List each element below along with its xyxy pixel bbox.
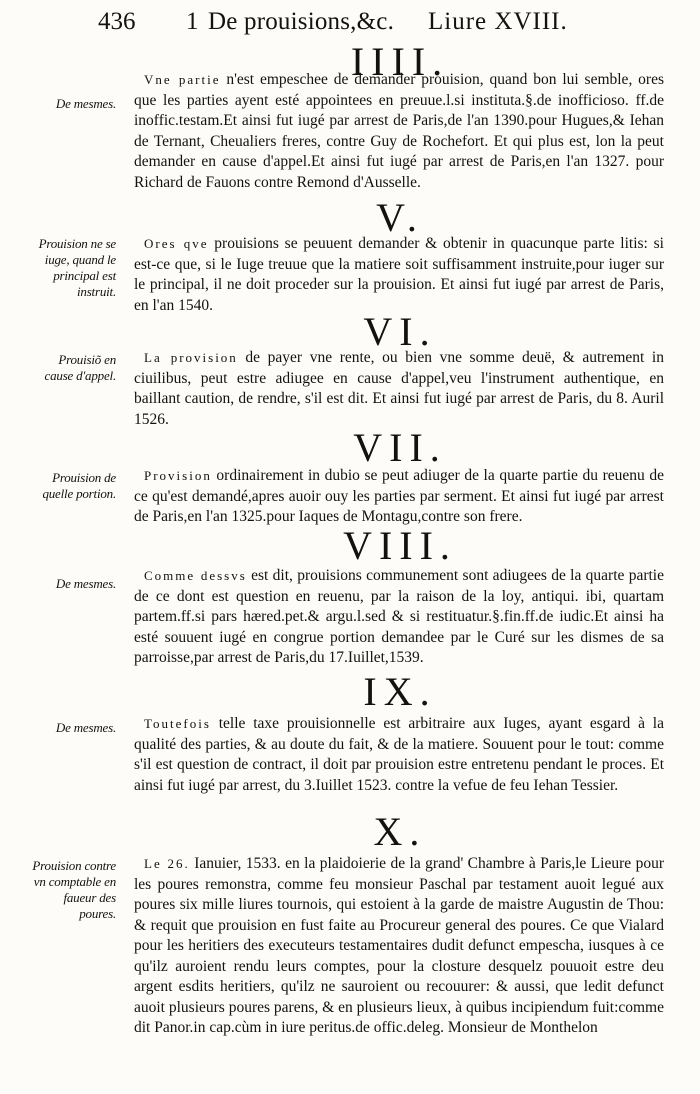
lead-words: Comme dessvs (144, 568, 247, 583)
lead-words: Toutefois (144, 716, 211, 731)
running-header (98, 6, 658, 38)
paragraph-text: est dit, prouisions communement sont adiugees de la quarte partie de ce dont est question en reuenu, par la raison de la loy, antiqui. ibi, quartam partem.ff.si pars hæred.pet.& argu.l.sed & si restituatur.§.fin.ff.de iudic.Et ainsi ha esté souuent iugé en congrue portion demandee par le Curé sur les dismes de sa parroisse,par arrest de Paris,du 17.Iuillet,1539. (134, 567, 664, 666)
paragraph-text: telle taxe prouisionnelle est arbitraire aux Iuges, ayant esgard à la qualité des parties, & au doute du fait, & de la matiere. Souuent pour le tout: comme s'il est question de contract, il doit par prouision estre entretenu pendant le proces. Et ainsi fut iugé par arrest, du 3.Iuillet 1523. contre la vefue de feu Iehan Tessier. (134, 715, 664, 794)
margin-note: Prouision de quelle portion. (42, 470, 116, 501)
lead-words: Provision (144, 468, 212, 483)
section-numeral: VII. (353, 425, 447, 470)
margin-note: De mesmes. (55, 96, 116, 111)
section-numeral: X. (373, 809, 427, 854)
section-paragraph (134, 234, 664, 316)
paragraph-text: Ianuier, 1533. en la plaidoierie de la grand' Chambre à Paris,le Lieure pour les poures remonstra, comme feu monsieur Paschal par testament auoit legué aux poures six mille liures tournois, qui estoient à la garde de maistre Augustin de Thou: & requit que prouision en fust faite au Procureur general des poures. Ce que Vialard pour les heritiers des executeurs testamentaires dudit defunct empescha, iusques à ce qu'ilz auroient rendu leurs comptes, pour la closture desquelz pouuoit estre deu argent esdits heritiers, qu'ilz ne sauroient ou recouurer: & aussi, que ledit defunct auoit plusieurs poures parens, & en plusieurs lieux, à quibus incipiendum fuit:comme dit Panor.in cap.cùm in iure peritus.de offic.deleg. Monsieur de Monthelon (134, 855, 665, 1036)
running-title: De prouisions,&c. (208, 8, 395, 35)
book-number: Liure XVIII. (428, 8, 568, 35)
page-number: 436 (98, 8, 136, 35)
section-paragraph (134, 70, 664, 193)
section-paragraph (134, 566, 664, 669)
margin-note: Prouisiõ en cause d'appel. (44, 352, 116, 383)
lead-words: Vne partie (144, 72, 221, 87)
lead-words: Le 26. (144, 856, 190, 871)
section-numeral: IX. (363, 669, 437, 714)
section-numeral: VI. (363, 309, 437, 354)
margin-note: De mesmes. (55, 576, 116, 591)
paragraph-text: ordinairement in dubio se peut adiuger de la quarte partie du reuenu de ce qu'est demandé,apres auoir ouy les parties par serment. Et ainsi fut iugé par arrest de Paris,en l'an 1325.pour Iaques de Montagu,contre son frere. (134, 467, 664, 525)
section-paragraph (134, 466, 664, 528)
section-paragraph (134, 854, 664, 1039)
section-paragraph (134, 348, 664, 430)
paragraph-text: n'est empeschee de demander prouision, quand bon lui semble, ores que les parties ayent esté appointees en preuue.l.si instituta.§.de inofficioso. ff.de inoffic.testam.Et ainsi fut iugé par arrest de Paris,de l'an 1390.pour Hugues,& Iehan de Ternant, Cheualiers freres, contre Guy de Rochefort. Et qui plus est, lon la peut demander en cause d'appel.Et ainsi fut iugé par arrest de Paris,en l'an 1327. pour Richard de Fauons contre Remond d'Ausselle. (134, 71, 664, 191)
lead-words: Ores qve (144, 236, 209, 251)
paragraph-text: prouisions se peuuent demander & obtenir in quacunque parte litis: si est-ce que, si le Iuge treuue que la matiere soit suffisamment instruite,pour iuger sur le principal, il ne doit proceder sur la prouision. Et ainsi fut iugé par arrest de Paris, en l'an 1540. (134, 235, 664, 314)
section-numeral: V. (376, 195, 424, 240)
section-numeral: VIII. (343, 523, 457, 568)
margin-note: Prouision ne se iuge, quand le principal est instruit. (38, 236, 116, 299)
margin-note: De mesmes. (55, 720, 116, 735)
section-numeral: IIII. (350, 39, 450, 84)
paragraph-text: de payer vne rente, ou bien vne somme deuë, & autrement in ciuilibus, peut estre adiugee en cause d'appel,veu l'instrument authentique, en baillant caution, de rendre, s'il est dit. Et ainsi fut iugé par arrest de Paris, du 8. Auril 1526. (134, 349, 664, 428)
margin-note: Prouision contre vn comptable en faueur des poures. (32, 858, 116, 921)
section-paragraph (134, 714, 664, 796)
lead-words: La provision (144, 350, 238, 365)
gathering-mark: 1 (186, 8, 199, 35)
